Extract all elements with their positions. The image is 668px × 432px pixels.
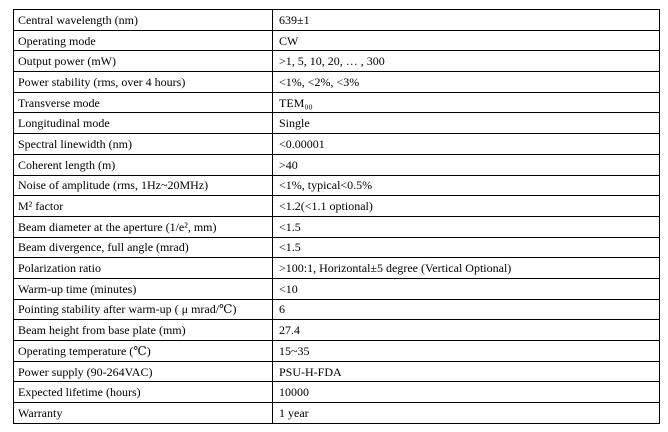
value-cell: 6 [273,299,660,320]
value-cell: CW [273,30,660,51]
table-row [14,299,660,320]
table-row [14,341,660,362]
table-row [14,196,660,217]
param-cell: Transverse mode [14,92,273,113]
param-cell: Pointing stability after warm-up ( μ mrad/℃) [14,299,273,320]
value-cell: <1.5 [273,216,660,237]
table-row [14,278,660,299]
table-row [14,258,660,279]
param-cell: Central wavelength (nm) [14,10,273,31]
param-cell: Longitudinal mode [14,113,273,134]
value-cell: <10 [273,278,660,299]
param-cell: Coherent length (m) [14,154,273,175]
param-cell: Power stability (rms, over 4 hours) [14,72,273,93]
value-cell: TEM₀₀ [273,92,660,113]
table-row [14,154,660,175]
value-cell: <1.5 [273,237,660,258]
value-cell: PSU-H-FDA [273,361,660,382]
value-cell: >1, 5, 10, 20, … , 300 [273,51,660,72]
value-cell: 639±1 [273,10,660,31]
param-cell: Output power (mW) [14,51,273,72]
spec-table-body [14,10,660,424]
param-cell: Operating temperature (℃) [14,341,273,362]
table-row [14,237,660,258]
table-row [14,10,660,31]
param-cell: Warranty [14,403,273,424]
value-cell: 1 year [273,403,660,424]
param-cell: Noise of amplitude (rms, 1Hz~20MHz) [14,175,273,196]
table-row [14,72,660,93]
table-row [14,216,660,237]
param-cell: Expected lifetime (hours) [14,382,273,403]
table-row [14,134,660,155]
value-cell: 10000 [273,382,660,403]
param-cell: Operating mode [14,30,273,51]
table-row [14,382,660,403]
param-cell: Spectral linewidth (nm) [14,134,273,155]
param-cell: Warm-up time (minutes) [14,278,273,299]
table-row [14,361,660,382]
table-row [14,403,660,424]
value-cell: 15~35 [273,341,660,362]
param-cell: M² factor [14,196,273,217]
param-cell: Beam diameter at the aperture (1/e², mm) [14,216,273,237]
param-cell: Beam height from base plate (mm) [14,320,273,341]
value-cell: >40 [273,154,660,175]
value-cell: <1%, <2%, <3% [273,72,660,93]
table-row [14,175,660,196]
value-cell: <1.2(<1.1 optional) [273,196,660,217]
table-row [14,320,660,341]
value-cell: Single [273,113,660,134]
table-row [14,92,660,113]
table-row [14,30,660,51]
table-row [14,51,660,72]
value-cell: 27.4 [273,320,660,341]
param-cell: Power supply (90-264VAC) [14,361,273,382]
laser-spec-table [13,9,660,424]
table-row [14,113,660,134]
value-cell: <1%, typical<0.5% [273,175,660,196]
value-cell: <0.00001 [273,134,660,155]
param-cell: Beam divergence, full angle (mrad) [14,237,273,258]
value-cell: >100:1, Horizontal±5 degree (Vertical Optional) [273,258,660,279]
param-cell: Polarization ratio [14,258,273,279]
